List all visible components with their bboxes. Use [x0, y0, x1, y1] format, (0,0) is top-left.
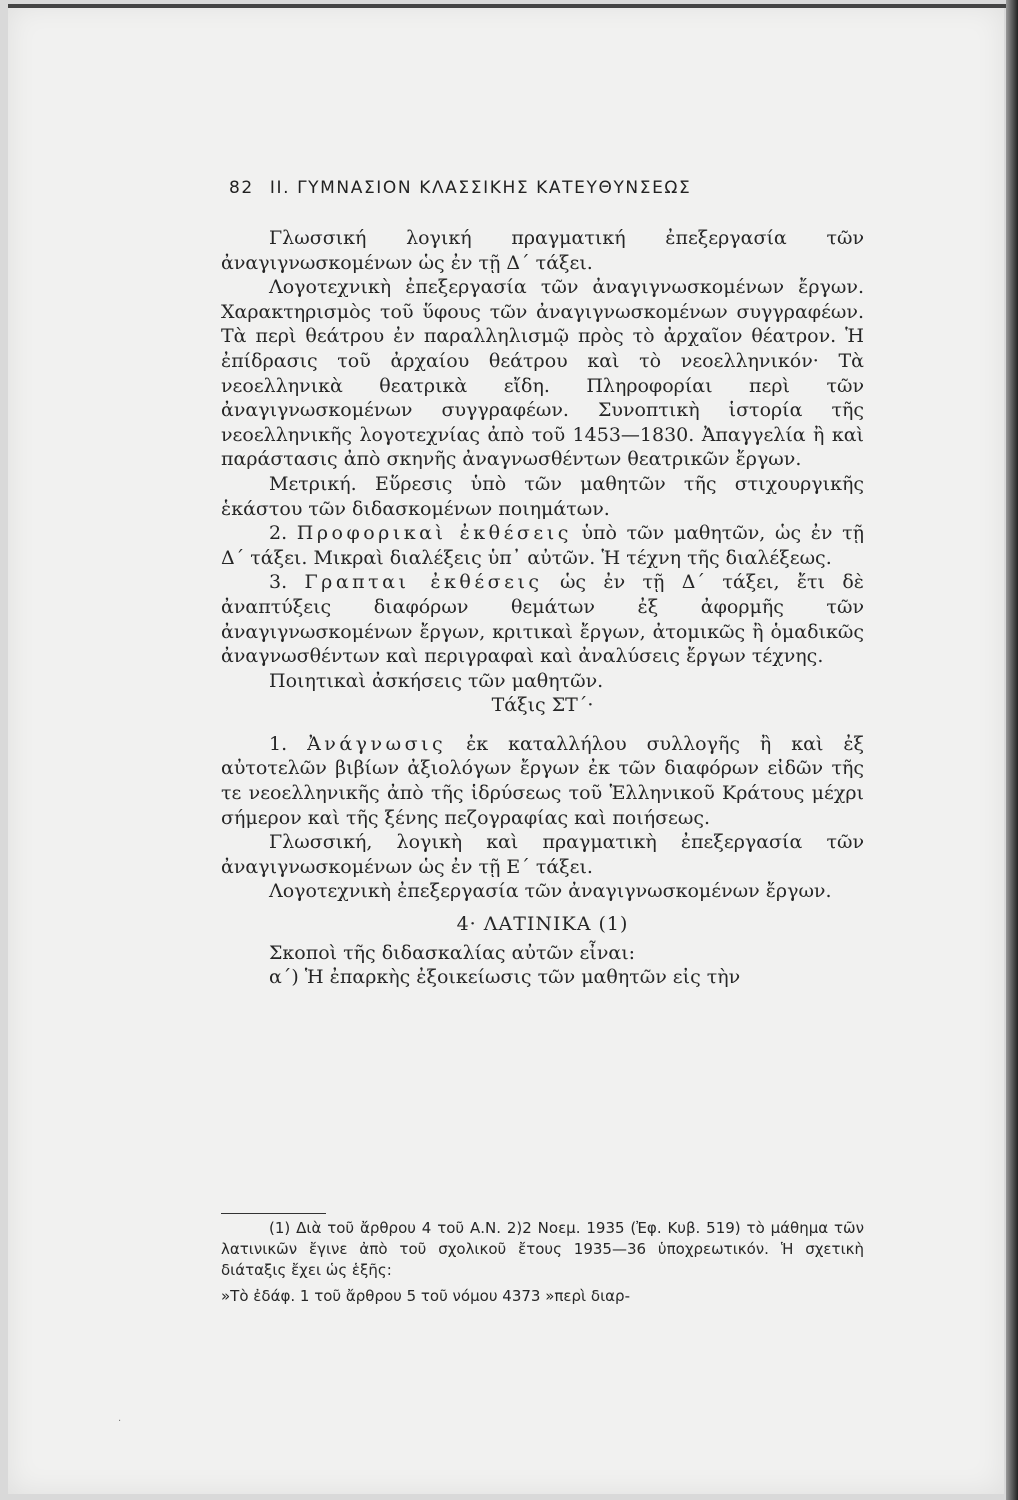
- paragraph: [221, 570, 864, 668]
- item-number: 3.: [269, 571, 288, 594]
- paragraph: Λογοτεχνικὴ ἐπεξεργασία τῶν ἀναγιγνωσκομένων ἔργων.: [269, 880, 832, 903]
- spaced-term: Ἀνάγνωσις: [307, 732, 447, 755]
- scan-speck: ·: [118, 1416, 122, 1427]
- paragraph: Σκοποὶ τῆς διδασκαλίας αὐτῶν εἶναι:: [269, 941, 636, 964]
- section-heading: 4· ΛΑΤΙΝΙΚΑ (1): [456, 913, 629, 936]
- paragraph: [221, 732, 864, 830]
- footnote-rule: [221, 1213, 326, 1214]
- page-right-edge: [1006, 0, 1018, 1500]
- paragraph: Ποιητικαὶ ἀσκήσεις τῶν μαθητῶν.: [269, 669, 604, 692]
- spaced-term: Προφορικαὶ ἐκθέσεις: [296, 522, 572, 545]
- footnote-quote: »Τὸ ἐδάφ. 1 τοῦ ἄρθρου 5 τοῦ νόμου 4373 »περὶ διαρ-: [221, 1287, 630, 1305]
- paragraph: α΄) Ἡ ἐπαρκὴς ἐξοικείωσις τῶν μαθητῶν εἰς τὴν: [269, 966, 741, 989]
- paragraph-text: ὑπὸ τῶν μαθητῶν, ὡς ἐν τῇ Δ΄ τάξει. Μικραὶ διαλέξεις ὑπ᾿ αὐτῶν. Ἡ τέχνη τῆς διαλέξεως.: [221, 522, 864, 569]
- class-heading: Τάξις ΣΤ΄·: [491, 694, 594, 717]
- paragraph: Γλωσσική λογική πραγματική ἐπεξεργασία τῶν ἀναγιγνωσκομένων ὡς ἐν τῇ Δ΄ τάξει.: [221, 227, 864, 274]
- item-number: 2.: [269, 522, 288, 545]
- paragraph: [221, 521, 864, 570]
- page-top-edge: [8, 4, 1018, 8]
- page-number: 82: [229, 178, 254, 198]
- paragraph: Μετρική. Εὕρεσις ὑπὸ τῶν μαθητῶν τῆς στιχουργικῆς ἑκάστου τῶν διδασκομένων ποιημάτων.: [221, 472, 864, 520]
- paragraph-text: ὡς ἐν τῇ Δ΄ τάξει, ἔτι δὲ ἀναπτύξεις διαφόρων θεμάτων ἐξ ἀφορμῆς τῶν ἀναγιγνωσκομένων ἔργων, κριτικαὶ ἔργων, ἀτομικῶς ἢ ὁμαδικῶς ἀναγνωσθέντων καὶ περιγραφαὶ καὶ ἀναλύσεις ἔργων τέχνης.: [221, 571, 864, 668]
- paragraph: Γλωσσική, λογικὴ καὶ πραγματικὴ ἐπεξεργασία τῶν ἀναγιγνωσκομένων ὡς ἐν τῇ Ε΄ τάξει.: [221, 831, 864, 878]
- footnote-text: (1) Διὰ τοῦ ἄρθρου 4 τοῦ Α.Ν. 2)2 Νοεμ. 1935 (Ἐφ. Κυβ. 519) τὸ μάθημα τῶν λατινικῶν ἔγινε ἀπὸ τοῦ σχολικοῦ ἔτους 1935—36 ὑποχρεωτικόν. Ἡ σχετικὴ διάταξις ἔχει ὡς ἑξῆς:: [221, 1219, 864, 1279]
- item-number: 1.: [269, 732, 288, 755]
- footnote: [221, 1218, 864, 1307]
- paragraph: Λογοτεχνικὴ ἐπεξεργασία τῶν ἀναγιγνωσκομένων ἔργων. Χαρακτηρισμὸς τοῦ ὕφους τῶν ἀναγιγνωσκομένων συγγραφέων. Τὰ περὶ θεάτρου ἐν παραλληλισμῷ πρὸς τὸ ἀρχαῖον θέατρον. Ἡ ἐπίδρασις τοῦ ἀρχαίου θεάτρου καὶ τὸ νεοελληνικόν· Τὰ νεοελληνικὰ θεατρικὰ εἴδη. Πληροφορίαι περὶ τῶν ἀναγιγνωσκομένων συγγραφέων. Συνοπτικὴ ἱστορία τῆς νεοελληνικῆς λογοτεχνίας ἀπὸ τοῦ 1453—1830. Ἀπαγγελία ἢ καὶ παράστασις ἀπὸ σκηνῆς ἀναγνωσθέντων θεατρικῶν ἔργων.: [221, 276, 864, 471]
- paragraph-text: ἐκ καταλλήλου συλλογῆς ἢ καὶ ἐξ αὐτοτελῶν βιβίων ἀξιολόγων ἔργων ἐκ τῶν διαφόρων εἰδῶν τῆς τε νεοελληνικῆς ἀπὸ τῆς ἱδρύσεως τοῦ Ἑλληνικοῦ Κράτους μέχρι σήμερον καὶ τῆς ξένης πεζογραφίας καὶ ποιήσεως.: [221, 732, 864, 829]
- spaced-term: Γραπται ἐκθέσεις: [304, 571, 543, 594]
- main-text: [221, 226, 864, 990]
- running-header: [229, 178, 869, 198]
- running-title: II. ΓΥΜΝΑΣΙΟΝ ΚΛΑΣΣΙΚΗΣ ΚΑΤΕΥΘΥΝΣΕΩΣ: [269, 178, 692, 198]
